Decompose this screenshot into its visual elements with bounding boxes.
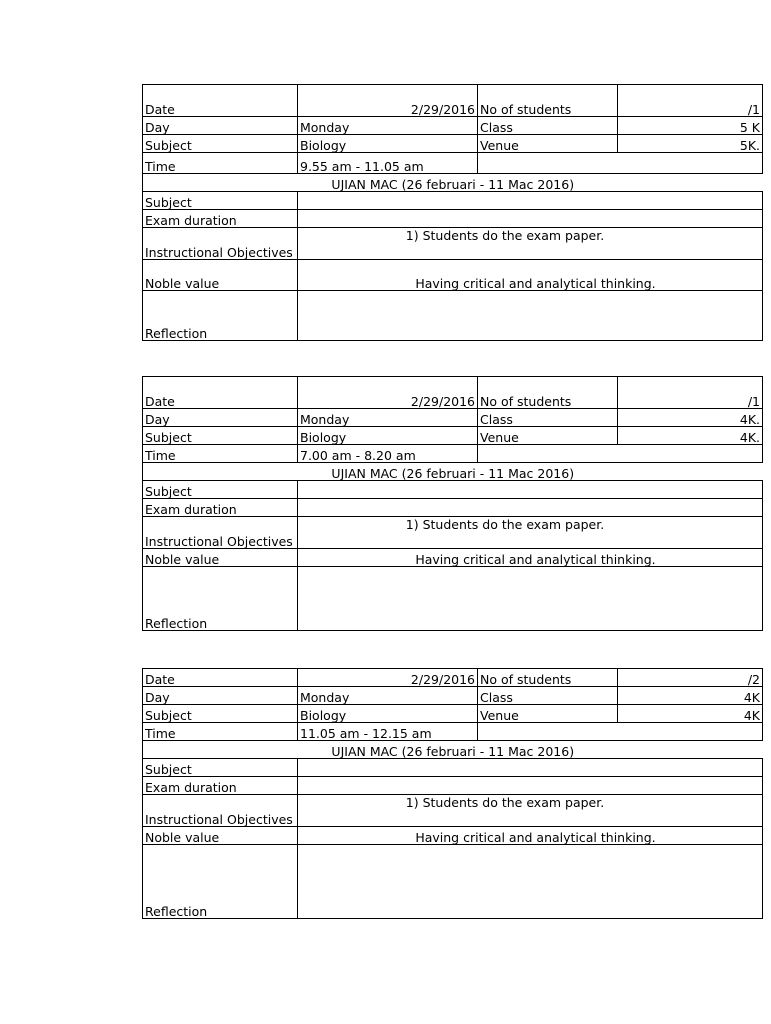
objective-text: 1) Students do the exam paper.	[405, 795, 605, 810]
subject-value: Biology	[298, 135, 478, 153]
venue-value: 4K.	[618, 427, 763, 445]
venue-label: Venue	[478, 705, 618, 723]
reflection-value	[298, 291, 763, 341]
reflection-value	[298, 845, 763, 919]
exam-duration-value	[298, 210, 763, 228]
topic-title	[143, 741, 763, 759]
day-label: Day	[143, 687, 298, 705]
reflection-value	[298, 567, 763, 631]
day-label: Day	[143, 409, 298, 427]
students-label: No of students	[478, 85, 618, 117]
topic-title	[143, 463, 763, 481]
objective-text: 1) Students do the exam paper.	[405, 517, 605, 532]
date-value: 2/29/2016	[298, 377, 478, 409]
class-label: Class	[478, 409, 618, 427]
noble-value	[298, 549, 763, 567]
lesson-plan-table	[142, 668, 763, 919]
noble-value-label: Noble value	[143, 260, 298, 291]
lesson-plan-3	[142, 668, 760, 919]
day-value: Monday	[298, 687, 478, 705]
time-label: Time	[143, 153, 298, 174]
students-value: /1	[618, 85, 763, 117]
time-filler	[478, 723, 763, 741]
lesson-plan-2	[142, 376, 760, 631]
subject-label-2: Subject	[143, 759, 298, 777]
objectives-value	[298, 795, 763, 827]
time-filler	[478, 445, 763, 463]
date-value: 2/29/2016	[298, 85, 478, 117]
day-label: Day	[143, 117, 298, 135]
exam-duration-label: Exam duration	[143, 499, 298, 517]
noble-value	[298, 827, 763, 845]
objective-text: 1) Students do the exam paper.	[405, 228, 605, 243]
time-label: Time	[143, 723, 298, 741]
noble-value	[298, 260, 763, 291]
venue-value: 5K.	[618, 135, 763, 153]
exam-duration-label: Exam duration	[143, 210, 298, 228]
class-value: 4K	[618, 687, 763, 705]
objectives-value	[298, 517, 763, 549]
time-filler	[478, 153, 763, 174]
students-value: /1	[618, 377, 763, 409]
noble-value-text: Having critical and analytical thinking.	[415, 552, 656, 567]
subject-detail	[298, 192, 763, 210]
objectives-label: Instructional Objectives	[143, 228, 298, 260]
students-value: /2	[618, 669, 763, 687]
class-label: Class	[478, 117, 618, 135]
topic-text: UJIAN MAC (26 februari - 11 Mac 2016)	[331, 177, 575, 192]
subject-value: Biology	[298, 705, 478, 723]
exam-duration-value	[298, 499, 763, 517]
noble-value-text: Having critical and analytical thinking.	[415, 830, 656, 845]
students-label: No of students	[478, 669, 618, 687]
time-value: 7.00 am - 8.20 am	[298, 445, 478, 463]
lesson-plan-table	[142, 84, 763, 341]
topic-title	[143, 174, 763, 192]
venue-label: Venue	[478, 427, 618, 445]
reflection-label: Reflection	[143, 845, 298, 919]
class-label: Class	[478, 687, 618, 705]
subject-label: Subject	[143, 705, 298, 723]
noble-value-label: Noble value	[143, 827, 298, 845]
time-value: 9.55 am - 11.05 am	[298, 153, 478, 174]
reflection-label: Reflection	[143, 567, 298, 631]
exam-duration-value	[298, 777, 763, 795]
students-label: No of students	[478, 377, 618, 409]
date-value: 2/29/2016	[298, 669, 478, 687]
day-value: Monday	[298, 117, 478, 135]
class-value: 4K.	[618, 409, 763, 427]
noble-value-label: Noble value	[143, 549, 298, 567]
date-label: Date	[143, 85, 298, 117]
topic-text: UJIAN MAC (26 februari - 11 Mac 2016)	[331, 466, 575, 481]
objectives-label: Instructional Objectives	[143, 517, 298, 549]
date-label: Date	[143, 669, 298, 687]
subject-label-2: Subject	[143, 192, 298, 210]
subject-label-2: Subject	[143, 481, 298, 499]
date-label: Date	[143, 377, 298, 409]
subject-value: Biology	[298, 427, 478, 445]
subject-label: Subject	[143, 135, 298, 153]
venue-label: Venue	[478, 135, 618, 153]
exam-duration-label: Exam duration	[143, 777, 298, 795]
time-label: Time	[143, 445, 298, 463]
subject-detail	[298, 759, 763, 777]
subject-label: Subject	[143, 427, 298, 445]
topic-text: UJIAN MAC (26 februari - 11 Mac 2016)	[331, 744, 575, 759]
day-value: Monday	[298, 409, 478, 427]
objectives-value	[298, 228, 763, 260]
venue-value: 4K	[618, 705, 763, 723]
subject-detail	[298, 481, 763, 499]
lesson-plan-1	[142, 84, 760, 341]
time-value: 11.05 am - 12.15 am	[298, 723, 478, 741]
reflection-label: Reflection	[143, 291, 298, 341]
noble-value-text: Having critical and analytical thinking.	[415, 276, 656, 291]
class-value: 5 K	[618, 117, 763, 135]
lesson-plan-table	[142, 376, 763, 631]
objectives-label: Instructional Objectives	[143, 795, 298, 827]
